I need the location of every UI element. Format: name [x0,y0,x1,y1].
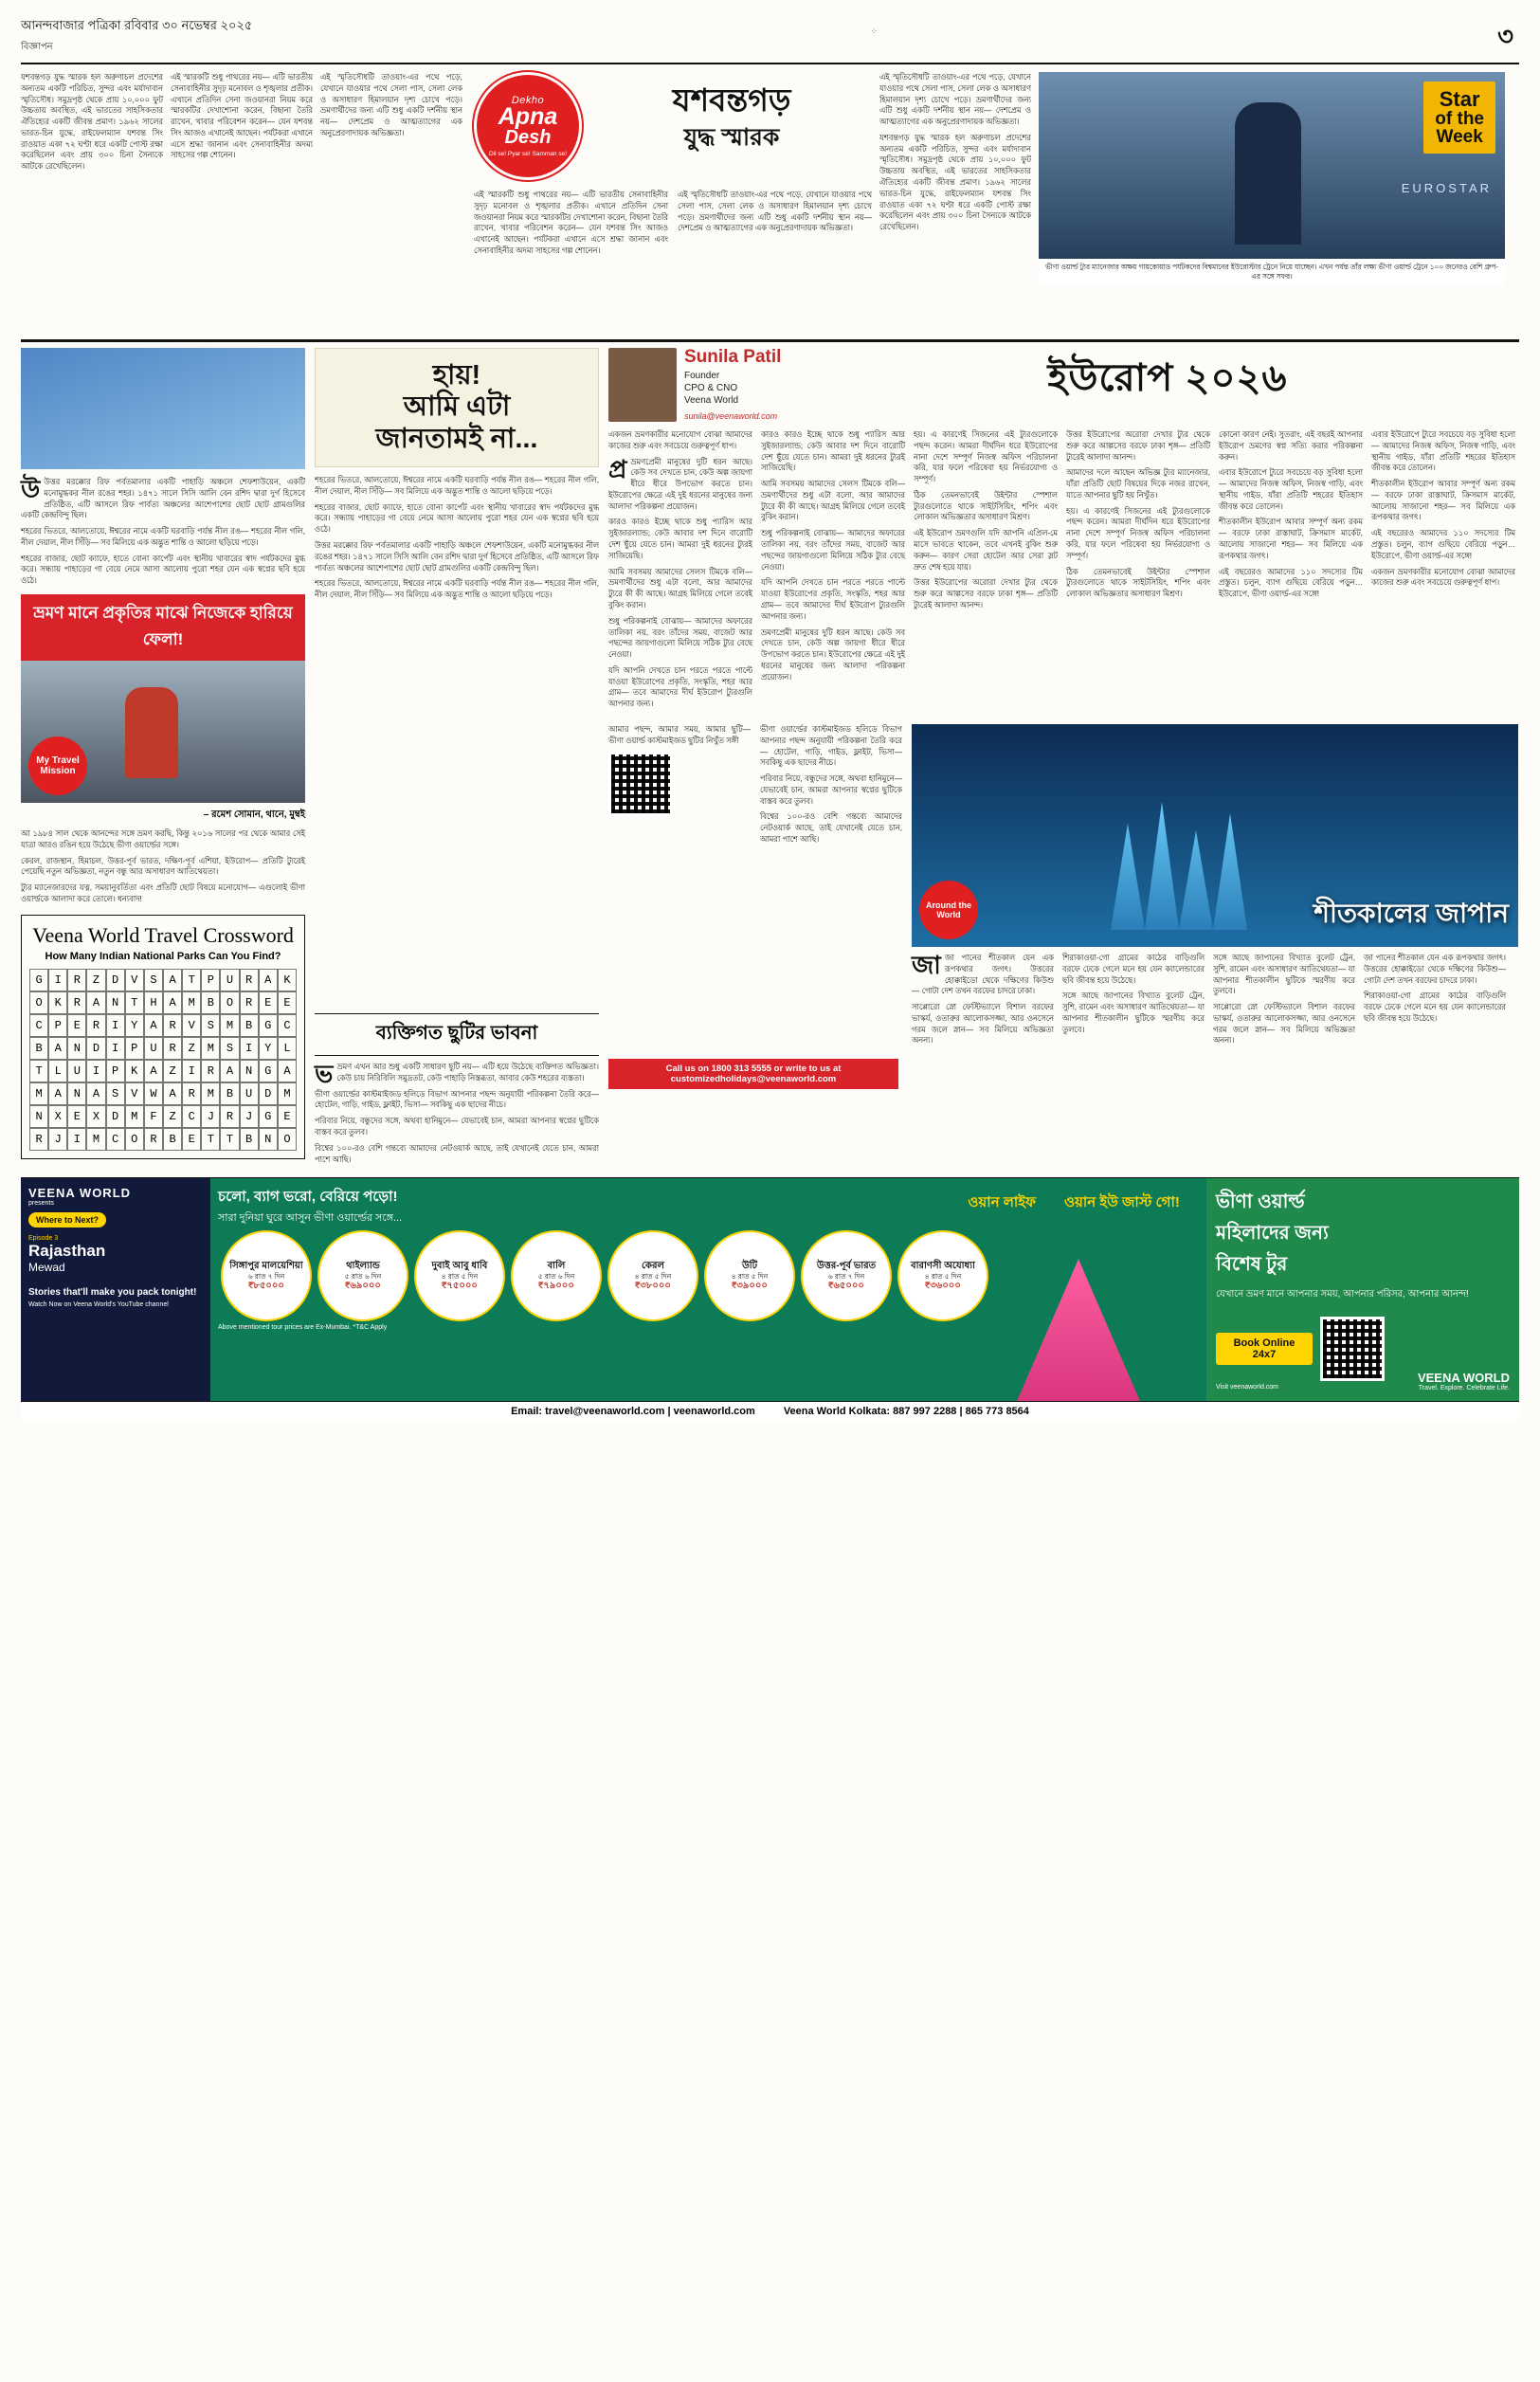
lead-section [21,72,1519,332]
star-col-text: এই স্মৃতিসৌধটি তাওয়াং-এর পথে পড়ে, যেখানে যাওয়ার পথে সেলা পাস, সেলা লেক ও অসাধারণ হিমালয়ান দৃশ্য চোখে পড়ে। ভ্রমণার্থীদের জন্য এটি শুধু একটি দর্শনীয় স্থান নয়— দেশপ্রেম ও আত্মত্যাগের এক অনুপ্রেরণাদায়ক অভিজ্ঞতা। যশবন্তগড় যুদ্ধ স্মারক হল অরুণাচল প্রদেশের অন্যতম একটি পরিচিত, সুন্দর এবং মর্যাদাবান স্মৃতিসৌধ। সমুদ্রপৃষ্ঠ থেকে প্রায় ১০,০০০ ফুট উচ্চতায় অবস্থিত, এই ভারতের সাহসিকতার ঐতিহ্যের একটি জীবন্ত প্রমাণ। ১৯৬২ সালের ভারত-চিন যুদ্ধে, রাইফেলম্যান যশবন্ত সিং রাওয়াত একা ৭২ ঘণ্টা ধরে একটি পোস্ট রক্ষা করেছিলেন এবং প্রায় ৩০০ চিনা সৈন্যকে আটকে রেখেছিলেন। [879,72,1031,232]
crossword-cell[interactable]: R [29,1128,48,1151]
crossword-cell[interactable]: I [240,1037,259,1060]
crossword-cell[interactable]: P [125,1037,144,1060]
crossword-cell[interactable]: J [48,1128,67,1151]
ad-head-2: সারা দুনিয়া ঘুরে আসুন ভীণা ওয়ার্ল্ডের সঙ্গে... [218,1212,403,1225]
star-photo-caption: ভীণা ওয়ার্ল্ড ট্যুর ম্যানেজার অক্ষয় গায়কোয়াড পর্যটকদের বিশ্বমানের ইউরোস্টার ট্রেনে নিয়ে যাচ্ছেন। এখন পর্যন্ত তাঁর লক্ষ্য ভীণা ওয়ার্ল্ড ট্রেনে ১০০ জনেরও বেশি গ্রুপ-এর সঙ্গে সফর। [1039,259,1505,285]
japan-col-3: সঙ্গে আছে জাপানের বিখ্যাত বুলেট ট্রেন, সুশি, রামেন এবং অসাধারণ আতিথেয়তা— যা আপনার শীতকালীন ছুটিকে স্মরণীয় করে তুলবে। সাপ্পোরো স্নো ফেস্টিভ্যালে বিশাল বরফের ভাস্কর্য, ওতারুর আলোকসজ্জা, আর ওনসেনে গরম জলে স্নান— সব মিলিয়ে অভিজ্ঞতা অনন্য। [1213,952,1355,1046]
hay-title-box [315,348,599,467]
star-badge-line-1: Star [1439,87,1480,111]
tour-nights: ৪ রাত ৫ দিন [924,1271,962,1281]
tour-name: বালি [547,1260,566,1271]
crossword-cell[interactable]: T [220,1128,239,1151]
tour-price-badge[interactable] [897,1230,988,1321]
personal-qr-block [608,724,751,1051]
crossword-cell[interactable]: O [29,991,48,1014]
crossword-cell[interactable]: R [67,991,86,1014]
crossword-cell[interactable]: A [144,1014,163,1037]
hay-continued: শহরের ভিতরে, আলতোয়ে, ঈশ্বরের নামে একটি ঘরবাড়ি পর্যন্ত নীল রঙ— শহরের নীল গলি, নীল দেয়াল, নীল সিঁড়ি— সব মিলিয়ে এক অদ্ভুত শান্তি ও আলো ছড়িয়ে পড়ে। শহরের বাজার, ছোট ক্যাফে, হাতে বোনা কার্পেট এবং স্থানীয় খাবারের স্বাদ পর্যটকদের মুগ্ধ করে। সন্ধ্যায় পাহাড়ের গা বেয়ে নেমে আসা আলোয় পুরো শহর যেন এক স্বপ্নের ছবি হয়ে ওঠে। উত্তর মরক্কোর রিফ পর্বতমালার একটি পাহাড়ি অঞ্চলে শেফশাউয়েন, একটি মনোমুগ্ধকর নীল রঙের শহর। ১৪৭১ সালে সিসি আলি বেন রশিদ দ্বারা দুর্গ হিসেবে প্রতিষ্ঠিত, এটি আসলে রিফ পার্বত্য অঞ্চলের আশেপাশের ছোট ছোট গ্রামগুলির একটি কেন্দ্রবিন্দু ছিল। শহরের ভিতরে, আলতোয়ে, ঈশ্বরের নামে একটি ঘরবাড়ি পর্যন্ত নীল রঙ— শহরের নীল গলি, নীল দেয়াল, নীল সিঁড়ি— সব মিলিয়ে এক অদ্ভুত শান্তি ও আলো ছড়িয়ে পড়ে। [315,475,599,600]
one-life-text: ওয়ান লাইফ [968,1194,1036,1211]
crossword-cell[interactable]: R [144,1128,163,1151]
lead-col-2: এই স্মারকটি শুধু পাথরের নয়— এটি ভারতীয় সেনাবাহিনীর সুদৃঢ় মনোবল ও শৃঙ্খলার প্রতীক। এখানে প্রতিদিন সেনা জওয়ানরা নিয়ম করে স্মারকটির দেখাশোনা করেন, বিছানা তৈরি রাখেন, খাবার পরিবেশন করেন— যেন যশবন্ত সিং আজও এখানেই আছেন। পর্যটকরা এখানে এসে শ্রদ্ধা জানান এবং সেনাবাহিনীর অদম্য সাহসের গল্প শোনেন। [171,72,313,160]
crossword-cell[interactable]: G [29,969,48,991]
lead-continuation: এই স্মারকটি শুধু পাথরের নয়— এটি ভারতীয় সেনাবাহিনীর সুদৃঢ় মনোবল ও শৃঙ্খলার প্রতীক। এখানে প্রতিদিন সেনা জওয়ানরা নিয়ম করে স্মারকটির দেখাশোনা করেন, বিছানা তৈরি রাখেন, খাবার পরিবেশন করেন— যেন যশবন্ত সিং আজও এখানেই আছেন। পর্যটকরা এখানে এসে শ্রদ্ধা জানান এবং সেনাবাহিনীর অদম্য সাহসের গল্প শোনেন। এই স্মৃতিসৌধটি তাওয়াং-এর পথে পড়ে, যেখানে যাওয়ার পথে সেলা পাস, সেলা লেক ও অসাধারণ হিমালয়ান দৃশ্য চোখে পড়ে। ভ্রমণার্থীদের জন্য এটি শুধু একটি দর্শনীয় স্থান নয়— দেশপ্রেম ও আত্মত্যাগের এক অনুপ্রেরণাদায়ক অভিজ্ঞতা। [474,190,872,255]
crossword-cell[interactable]: T [182,969,201,991]
bottom-advertisement [21,1177,1519,1401]
crossword-cell[interactable]: B [240,1128,259,1151]
tour-price-badge[interactable] [704,1230,795,1321]
crossword-cell[interactable]: A [220,1060,239,1082]
page-subheadline: যুদ্ধ স্মারক [683,123,780,151]
crossword-cell[interactable]: N [67,1082,86,1105]
ad-panel-tours [210,1178,1206,1401]
crossword-cell[interactable]: Y [125,1014,144,1037]
author-photo [608,348,677,422]
crossword-cell[interactable]: A [86,1082,105,1105]
one-you-text: ওয়ান ইউ জাস্ট গো! [1064,1194,1180,1211]
tour-nights: ৬ রাত ৭ দিন [827,1271,865,1281]
masthead-dots: ⁘ [870,27,879,36]
my-travel-mission-badge: My Travel Mission [28,736,87,795]
crossword-cell[interactable]: L [48,1060,67,1082]
europe-col-5: কোনো কারণ নেই। সুতরাং, এই বছরই আপনার ইউরোপ ভ্রমণের স্বপ্ন সত্যি করার পরিকল্পনা করুন। এবার ইউরোপে ট্যুরে সবচেয়ে বড় সুবিধা হলো— আমাদের নিজস্ব অফিস, নিজস্ব গাড়ি, এবং স্থানীয় গাইড, যাঁরা প্রতিটি শহরের ইতিহাস জীবন্ত করে তোলেন। শীতকালীন ইউরোপ আবার সম্পূর্ণ অন্য রকম— বরফে ঢাকা রাস্তাঘাট, ক্রিসমাস মার্কেট, আলোয় সাজানো শহর— সব মিলিয়ে এক রূপকথার জগৎ। এই বছরেরও আমাদের ১১০ সদস্যের টিম প্রস্তুত। চলুন, ব্যাগ গুছিয়ে বেরিয়ে পড়ুন… ইউরোপে, ভীণা ওয়ার্ল্ড-এর সঙ্গে! [1219,429,1363,599]
europe-col-6: এবার ইউরোপে ট্যুরে সবচেয়ে বড় সুবিধা হলো— আমাদের নিজস্ব অফিস, নিজস্ব গাড়ি, এবং স্থানীয় গাইড, যাঁরা প্রতিটি শহরের ইতিহাস জীবন্ত করে তোলেন। শীতকালীন ইউরোপ আবার সম্পূর্ণ অন্য রকম— বরফে ঢাকা রাস্তাঘাট, ক্রিসমাস মার্কেট, আলোয় সাজানো শহর— সব মিলিয়ে এক রূপকথার জগৎ। এই বছরেরও আমাদের ১১০ সদস্যের টিম প্রস্তুত। চলুন, ব্যাগ গুছিয়ে বেরিয়ে পড়ুন… ইউরোপে, ভীণা ওয়ার্ল্ড-এর সঙ্গে! একজন ভ্রমণকারীর মনোযোগ বোঝা আমাদের কাজের শুরু এবং সবচেয়ে গুরুত্বপূর্ণ ধাপ। [1371,429,1515,588]
tour-price: ₹৮৫০০০ [248,1280,284,1291]
crossword-cell[interactable]: B [163,1128,182,1151]
lead-col-1: যশবন্তগড় যুদ্ধ স্মারক হল অরুণাচল প্রদেশের অন্যতম একটি পরিচিত, সুন্দর এবং মর্যাদাবান স্মৃতিসৌধ। সমুদ্রপৃষ্ঠ থেকে প্রায় ১০,০০০ ফুট উচ্চতায় অবস্থিত, এই ভারতের সাহসিকতার ঐতিহ্যের একটি জীবন্ত প্রমাণ। ১৯৬২ সালের ভারত-চিন যুদ্ধে, রাইফেলম্যান যশবন্ত সিং রাওয়াত একা ৭২ ঘণ্টা ধরে একটি পোস্ট রক্ষা করেছিলেন এবং প্রায় ৩০০ চিনা সৈন্যকে আটকে রেখেছিলেন। [21,72,163,172]
europe-col-1: একজন ভ্রমণকারীর মনোযোগ বোঝা আমাদের কাজের শুরু এবং সবচেয়ে গুরুত্বপূর্ণ ধাপ। প্র ভ্রমণপ্রেমী মানুষের দুটি ধরন আছে। কেউ সব দেখতে চান, কেউ অল্প জায়গা ধীরে ধীরে উপভোগ করতে চান। ইউরোপের ক্ষেত্রে এই দুই ধরনের মানুষের জন্য আলাদা পরিকল্পনা প্রয়োজন। কারও কারও ইচ্ছে থাকে শুধু প্যারিস আর সুইজারল্যান্ড; কেউ আবার দশ দিনে বারোটি দেশ ছুঁয়ে যেতে চান। আমরা দুই ধরনের ট্যুরই সাজিয়েছি। আমি সবসময় আমাদের সেলস টিমকে বলি— ভ্রমণার্থীদের শুধু এটা বলো, আর আমাদের ট্যুরে কী কী আছে। আগ্রহ মিলিয়ে গেলে তবেই বুকিং করান। শুধু পরিকল্পনাই বোঝায়— আমাদের অফারের তালিকা নয়, বরং তাঁদের সময়, বাজেট আর পছন্দের জায়গাগুলো মিলিয়ে সঠিক ট্যুর বেছে নেওয়া। যদি আপনি দেখতে চান পরতে পরতে পাল্টে যাওয়া ইউরোপের প্রকৃতি, সংস্কৃতি, শহর আর গ্রাম— তবে আমাদের দীর্ঘ ইউরোপ ট্যুরগুলি আপনার জন্য। [608,429,752,709]
europe-title-wrap [817,348,1518,411]
tour-price-badge[interactable] [317,1230,408,1321]
crossword-cell[interactable]: R [240,969,259,991]
crossword-cell[interactable]: Z [163,1105,182,1128]
crossword-cell[interactable]: B [201,991,220,1014]
crossword-cell[interactable]: R [182,1082,201,1105]
episode-name: Rajasthan [28,1242,106,1261]
crossword-cell[interactable]: Z [163,1060,182,1082]
author-name: Sunila Patil [684,347,782,367]
crossword-cell[interactable]: V [125,1082,144,1105]
episode-label: Episode 3 [28,1235,59,1243]
crossword-cell[interactable]: I [182,1060,201,1082]
tour-price: ₹৭৯০০০ [538,1280,574,1291]
crossword-cell[interactable]: G [259,1014,278,1037]
crossword-cell[interactable]: R [163,1037,182,1060]
personal-extra-col: ভীণা ওয়ার্ল্ডের কাস্টমাইজড হলিডে বিভাগ আপনার পছন্দ অনুযায়ী পরিকল্পনা তৈরি করে— হোটেল, গাড়ি, গাইড, ফ্লাইট, ভিসা— সবকিছু এক ছাদের নীচে। পরিবার নিয়ে, বন্ধুদের সঙ্গে, অথবা হানিমুনে— যেভাবেই চান, আমরা আপনার স্বপ্নের ছুটিকে বাস্তব করে তুলব। বিশ্বের ১০০-রও বেশি গন্তব্যে আমাদের নেটওয়ার্ক আছে, তাই যেখানেই যেতে চান, আমরা পাশে আছি। [760,723,902,844]
crossword-cell[interactable]: I [106,1014,125,1037]
crossword-subtitle: How Many Indian National Parks Can You Find? [45,950,281,962]
crossword-cell[interactable]: M [278,1082,297,1105]
europe-column [608,348,1518,1170]
ad-panel-youtube[interactable] [21,1178,210,1401]
crossword-cell[interactable]: T [125,991,144,1014]
star-of-week-photo [1039,72,1505,285]
women-tagline: যেখানে ভ্রমণ মানে আপনার সময়, আপনার পরিসর, আপনার আনন্দ! [1216,1289,1469,1300]
tour-price: ₹৩৮০০০ [635,1280,671,1291]
ad-panel-women-tours [1206,1178,1519,1401]
tour-price: ₹৬৫০০০ [828,1280,864,1291]
hay-column [21,348,305,1170]
tour-price-badge[interactable] [801,1230,892,1321]
ad-phone: Veena World Kolkata: 887 997 2288 | 865 773 8564 [783,1406,1029,1418]
crossword-cell[interactable]: V [182,1014,201,1037]
hay-body: উউত্তর মরক্কোর রিফ পর্বতমালার একটি পাহাড়ি অঞ্চলে শেফশাউয়েন, একটি মনোমুগ্ধকর নীল রঙের শহর। ১৪৭১ সালে সিসি আলি বেন রশিদ দ্বারা দুর্গ হিসেবে প্রতিষ্ঠিত, এটি আসলে রিফ পার্বত্য অঞ্চলের আশেপাশের ছোট ছোট গ্রামগুলির একটি কেন্দ্রবিন্দু ছিল। শহরের ভিতরে, আলতোয়ে, ঈশ্বরের নামে একটি ঘরবাড়ি পর্যন্ত নীল রঙ— শহরের নীল গলি, নীল দেয়াল, নীল সিঁড়ি— সব মিলিয়ে এক অদ্ভুত শান্তি ও আলো ছড়িয়ে পড়ে। শহরের বাজার, ছোট ক্যাফে, হাতে বোনা কার্পেট এবং স্থানীয় খাবারের স্বাদ পর্যটকদের মুগ্ধ করে। সন্ধ্যায় পাহাড়ের গা বেয়ে নেমে আসা আলোয় পুরো শহর যেন এক স্বপ্নের ছবি হয়ে ওঠে। [21,475,305,586]
crossword-cell[interactable]: A [144,1060,163,1082]
hay-dropcap: উ [21,475,41,503]
crossword-cell[interactable]: W [144,1082,163,1105]
lead-headline-block [474,72,872,332]
crossword-cell[interactable]: X [48,1105,67,1128]
europe-col-2: কারও কারও ইচ্ছে থাকে শুধু প্যারিস আর সুইজারল্যান্ড; কেউ আবার দশ দিনে বারোটি দেশ ছুঁয়ে যেতে চান। আমরা দুই ধরনের ট্যুরই সাজিয়েছি। আমি সবসময় আমাদের সেলস টিমকে বলি— ভ্রমণার্থীদের শুধু এটা বলো, আর আমাদের ট্যুরে কী কী আছে। আগ্রহ মিলিয়ে গেলে তবেই বুকিং করান। শুধু পরিকল্পনাই বোঝায়— আমাদের অফারের তালিকা নয়, বরং তাঁদের সময়, বাজেট আর পছন্দের জায়গাগুলো মিলিয়ে সঠিক ট্যুর বেছে নেওয়া। যদি আপনি দেখতে চান পরতে পরতে পাল্টে যাওয়া ইউরোপের প্রকৃতি, সংস্কৃতি, শহর আর গ্রাম— তবে আমাদের দীর্ঘ ইউরোপ ট্যুরগুলি আপনার জন্য। ভ্রমণপ্রেমী মানুষের দুটি ধরন আছে। কেউ সব দেখতে চান, কেউ অল্প জায়গা ধীরে ধীরে উপভোগ করতে চান। ইউরোপের ক্ষেত্রে এই দুই ধরনের মানুষের জন্য আলাদা পরিকল্পনা প্রয়োজন। [761,429,905,682]
ad-qr-code[interactable] [1320,1317,1385,1381]
women-head-2: বিশেষ টুর [1216,1254,1288,1276]
crossword-cell[interactable]: E [67,1105,86,1128]
crossword-cell[interactable]: D [106,969,125,991]
masthead [21,17,1519,64]
stories-tagline: Stories that'll make you pack tonight! [28,1287,197,1299]
crossword-cell[interactable]: A [48,1037,67,1060]
lead-col-3: এই স্মৃতিসৌধটি তাওয়াং-এর পথে পড়ে, যেখানে যাওয়ার পথে সেলা পাস, সেলা লেক ও অসাধারণ হিমালয়ান দৃশ্য চোখে পড়ে। ভ্রমণার্থীদের জন্য এটি শুধু একটি দর্শনীয় স্থান নয়— দেশপ্রেম ও আত্মত্যাগের এক অনুপ্রেরণাদায়ক অভিজ্ঞতা। [320,72,462,137]
hay-title-line-3: জানতামই না... [375,423,538,454]
crossword-cell[interactable]: M [125,1105,144,1128]
crossword-cell[interactable]: I [48,969,67,991]
ad-presents: presents [28,1200,54,1208]
mission-byline: – রমেশ সোমান, থানে, মুম্বই [203,809,305,821]
personal-holiday-body: ভভ্রমণ এখন আর শুধু একটি সাধারণ ছুটি নয়— এটি হয়ে উঠেছে ব্যক্তিগত অভিজ্ঞতা। কেউ চায় নিরিবিলি সমুদ্রতট, কেউ পাহাড়ি নিস্তব্ধতা, আবার কেউ শহরের ব্যস্ততা। ভীণা ওয়ার্ল্ডের কাস্টমাইজড হলিডে বিভাগ আপনার পছন্দ অনুযায়ী পরিকল্পনা তৈরি করে— হোটেল, গাড়ি, গাইড, ফ্লাইট, ভিসা— সবকিছু এক ছাদের নীচে। পরিবার নিয়ে, বন্ধুদের সঙ্গে, অথবা হানিমুনে— যেভাবেই চান, আমরা আপনার স্বপ্নের ছুটিকে বাস্তব করে তুলব। বিশ্বের ১০০-রও বেশি গন্তব্যে আমাদের নেটওয়ার্ক আছে, তাই যেখানেই যেতে চান, আমরা পাশে আছি। [315,1060,599,1164]
tour-price-badge[interactable] [511,1230,602,1321]
roundel-line-2: Apna [498,103,558,131]
crossword-cell[interactable]: R [240,991,259,1014]
crossword-cell[interactable]: K [278,969,297,991]
crossword-cell[interactable]: R [220,1105,239,1128]
veena-world-logo: VEENA WORLD [1417,1371,1510,1386]
crossword-cell[interactable]: S [144,969,163,991]
crossword-cell[interactable]: P [106,1060,125,1082]
crossword-cell[interactable]: D [106,1105,125,1128]
crossword-cell[interactable]: Z [182,1037,201,1060]
crossword-cell[interactable]: E [182,1128,201,1151]
crossword-cell[interactable]: O [125,1128,144,1151]
tour-price-badge[interactable] [221,1230,312,1321]
crossword-cell[interactable]: E [278,1105,297,1128]
personal-dropcap: ভ [315,1060,334,1089]
hay-title-column [315,348,599,1170]
europe-col-3: হয়। এ কারণেই সিজনের এই ট্যুরগুলোকে পছন্দ করেন। আমরা দীর্ঘদিন ধরে ইউরোপের নানা দেশে সম্পূর্ণ নিজস্ব অফিস পরিচালনা করি, যার ফলে পরিষেবা হয় নির্ভরযোগ্য ও সম্পূর্ণ। ঠিক তেমনভাবেই উইন্টার স্পেশাল ট্যুরগুলোতে থাকে সাইটসিয়িং, শপিং এবং লোকাল অভিজ্ঞতার অসাধারণ মিশ্রণ। এই ইউরোপ ভ্রমণগুলি যদি আপনি এপ্রিল-মে মাসে ভাবতে থাকেন, তবে এখনই বুকিং শুরু করুন— কারণ সেরা হোটেল আর সেরা স্লট দ্রুত শেষ হয়ে যায়। উত্তর ইউরোপের অরোরা দেখার ট্যুর থেকে শুরু করে আল্পসের বরফে ঢাকা শৃঙ্গ— প্রতিটি ট্যুরেই আলাদা আনন্দ। [914,429,1058,609]
author-email[interactable]: sunila@veenaworld.com [684,410,778,421]
crossword-cell[interactable]: J [201,1105,220,1128]
crossword-cell[interactable]: I [67,1128,86,1151]
veena-world-logo-tagline: Travel. Explore. Celebrate Life. [1418,1385,1510,1392]
crossword-cell[interactable]: V [125,969,144,991]
crossword-cell[interactable]: M [182,991,201,1014]
crossword-cell[interactable]: I [106,1037,125,1060]
chefchaouen-photo [21,348,305,469]
crossword-cell[interactable]: M [201,1082,220,1105]
crossword-widget[interactable] [21,915,305,1159]
hay-title-line-1: হায়! [432,360,481,391]
crossword-cell[interactable]: H [144,991,163,1014]
tour-nights: ৬ রাত ৭ দিন [247,1271,285,1281]
crossword-cell[interactable]: A [163,1082,182,1105]
japan-dropcap: জা [912,950,941,979]
crossword-cell[interactable]: G [259,1060,278,1082]
crossword-cell[interactable]: N [67,1037,86,1060]
eurostar-brand: EUROSTAR [1401,181,1492,195]
photo-person [1235,102,1301,245]
tour-nights: ৪ রাত ৫ দিন [441,1271,479,1281]
tour-price: ₹৩৯০০০ [732,1280,768,1291]
crossword-cell[interactable]: C [29,1014,48,1037]
crossword-cell[interactable]: S [106,1082,125,1105]
crossword-cell[interactable]: P [48,1014,67,1037]
japan-block [912,724,1518,1051]
crossword-cell[interactable]: M [201,1037,220,1060]
japan-title: শীতকালের জাপান [1314,898,1509,928]
ad-email[interactable]: Email: travel@veenaworld.com | veenaworld.com [511,1406,755,1418]
japan-photo [912,724,1518,947]
author-box [608,348,807,422]
crossword-cell[interactable]: E [67,1014,86,1037]
tour-name: সিঙ্গাপুর মালয়েশিয়া [229,1260,303,1271]
crossword-cell[interactable]: U [144,1037,163,1060]
crossword-cell[interactable]: A [163,991,182,1014]
women-head-1: মহিলাদের জন্য [1216,1223,1329,1245]
crossword-cell[interactable]: M [29,1082,48,1105]
crossword-cell[interactable]: A [259,969,278,991]
crossword-cell[interactable]: B [220,1082,239,1105]
page-headline: যশবন্তগড় [672,82,791,118]
tour-nights: ৪ রাত ৫ দিন [634,1271,672,1281]
lead-text-columns [21,72,466,332]
episode-region: Mewad [28,1261,65,1275]
women-brand: ভীণা ওয়ার্ল্ড [1216,1191,1305,1213]
crossword-cell[interactable]: M [86,1128,105,1151]
star-badge-line-3: Week [1436,127,1483,147]
crossword-grid[interactable] [29,969,297,1151]
crossword-cell[interactable]: X [86,1105,105,1128]
europe-dropcap: প্র [608,454,627,483]
author-role-3: Veena World [684,394,739,406]
japan-col-4: জা পানের শীতকাল যেন এক রূপকথার জগৎ। উত্তরের হোক্কাইডো থেকে দক্ষিণের কিউশু— গোটা দেশ তখন বরফের চাদরে ঢাকা। শিরাকাওয়া-গো গ্রামের কাঠের বাড়িগুলি বরফে ঢেকে গেলে মনে হয় যেন ক্যালেন্ডারের ছবি জীবন্ত হয়ে উঠেছে। [1364,952,1506,1023]
crossword-cell[interactable]: E [259,991,278,1014]
crossword-cell[interactable]: A [278,1060,297,1082]
tour-name: কেরল [641,1260,664,1271]
crossword-cell[interactable]: O [220,991,239,1014]
japan-text-columns [912,950,1518,1051]
section-divider-1 [21,339,1519,342]
crossword-cell[interactable]: G [259,1105,278,1128]
crossword-cell[interactable]: N [240,1060,259,1082]
visit-site-text: Visit veenaworld.com [1216,1384,1279,1391]
mission-body: আ ১৯৮৪ সাল থেকে আনন্দের সঙ্গে ভ্রমণ করছি, কিন্তু ২০১৬ সালের পর থেকে আমার সেই যাত্রা আরও রঙিন হয়ে উঠেছে ভীণা ওয়ার্ল্ডের সঙ্গে। কেরল, রাজস্থান, হিমাচল, উত্তর-পূর্ব ভারত, দক্ষিণ-পূর্ব এশিয়া, ইউরোপ— প্রতিটি ট্যুরেই পেয়েছি নতুন অভিজ্ঞতা, নতুন বন্ধু আর অসাধারণ আতিথেয়তা। ট্যুর ম্যানেজারদের যত্ন, সময়ানুবর্তিতা এবং প্রতিটি ছোট বিষয়ে মনোযোগ— এগুলোই ভীণা ওয়ার্ল্ডকে আলাদা করে তোলে। ধন্যবাদ! [21,828,305,903]
crossword-cell[interactable]: D [259,1082,278,1105]
tour-price: ₹৬৯০০০ [345,1280,381,1291]
crossword-cell[interactable]: A [163,969,182,991]
star-badge-line-2: of the [1435,109,1484,129]
ad-contact-bar [21,1401,1519,1421]
masthead-left [21,17,252,56]
japan-col-2: শিরাকাওয়া-গো গ্রামের কাঠের বাড়িগুলি বরফে ঢেকে গেলে মনে হয় যেন ক্যালেন্ডারের ছবি জীবন্ত হয়ে উঠেছে। সঙ্গে আছে জাপানের বিখ্যাত বুলেট ট্রেন, সুশি, রামেন এবং অসাধারণ আতিথেয়তা— যা আপনার শীতকালীন ছুটিকে স্মরণীয় করে তুলবে। [1062,952,1205,1034]
ad-disclaimer: Above mentioned tour prices are Ex-Mumbai. *T&C Apply [218,1324,388,1332]
crossword-cell[interactable]: S [220,1037,239,1060]
where-to-next-button[interactable]: Where to Next? [28,1212,106,1227]
tour-name: থাইল্যান্ড [346,1260,380,1271]
crossword-title: Veena World Travel Crossword [32,922,294,947]
watch-now-text[interactable]: Watch Now on Veena World's YouTube channel [28,1301,169,1309]
tour-nights: ৪ রাত ৫ দিন [731,1271,769,1281]
ad-head-1: চলো, ব্যাগ ভরো, বেরিয়ে পড়ো! [218,1189,398,1206]
publication-line: আনন্দবাজার পত্রিকা রবিবার ৩০ নভেম্বর ২০২৫ [21,18,253,32]
europe-lower-block [608,724,1518,1051]
crossword-cell[interactable]: C [182,1105,201,1128]
tour-price-badge[interactable] [607,1230,698,1321]
crossword-cell[interactable]: L [278,1037,297,1060]
dekho-apna-desh-roundel [474,72,582,180]
qr-code[interactable] [608,752,673,816]
travel-mission-photo [21,661,305,803]
crossword-cell[interactable]: R [86,1014,105,1037]
tour-name: উত্তর-পূর্ব ভারত [816,1260,877,1271]
crossword-cell[interactable]: T [201,1128,220,1151]
travel-mission-banner: ভ্রমণ মানে প্রকৃতির মাঝে নিজেকে হারিয়ে ফেলা! [21,594,305,661]
crossword-cell[interactable]: D [86,1037,105,1060]
star-of-the-week-badge [1423,82,1495,154]
author-role-1: Founder [684,370,720,381]
ad-brand-1: VEENA WORLD [28,1186,132,1201]
crossword-cell[interactable]: O [278,1128,297,1151]
crossword-cell[interactable]: J [240,1105,259,1128]
hay-title-line-2: আমি এটা [403,391,511,423]
crossword-cell[interactable]: M [220,1014,239,1037]
tour-price: ₹৭৫০০০ [442,1280,478,1291]
roundel-tagline: Dil se! Pyar se! Samman se! [489,150,567,157]
crossword-cell[interactable]: F [144,1105,163,1128]
author-role-2: CPO & CNO [684,382,738,393]
page-number: ৩ [1497,22,1513,50]
crossword-cell[interactable]: S [201,1014,220,1037]
crossword-cell[interactable]: A [86,991,105,1014]
crossword-cell[interactable]: P [201,969,220,991]
crossword-cell[interactable]: U [220,969,239,991]
crossword-cell[interactable]: K [48,991,67,1014]
crossword-cell[interactable]: E [278,991,297,1014]
crossword-cell[interactable]: R [163,1014,182,1037]
tour-nights: ৫ রাত ৬ দিন [537,1271,575,1281]
tour-name: উটি [741,1260,758,1271]
tour-nights: ৫ রাত ৬ দিন [344,1271,382,1281]
personal-holiday-title: ব্যক্তিগত ছুটির ভাবনা [315,1013,599,1056]
crossword-cell[interactable]: I [86,1060,105,1082]
crossword-cell[interactable]: N [29,1105,48,1128]
book-online-button[interactable]: Book Online 24x7 [1216,1333,1313,1365]
tour-price-badges [218,1227,1199,1324]
tour-name: বারাণসী অযোধ্যা [911,1260,975,1271]
crossword-cell[interactable]: A [48,1082,67,1105]
mission-photo-person [125,687,178,778]
crossword-cell[interactable]: C [106,1128,125,1151]
europe-body-columns [608,429,1518,715]
crossword-cell[interactable]: K [125,1060,144,1082]
crossword-cell[interactable]: U [240,1082,259,1105]
around-the-world-badge: Around the World [919,881,978,939]
feature-section [21,348,1519,1170]
tour-name: দুবাই আবু ধাবি [431,1260,488,1271]
tour-price: ₹৩৬০০০ [925,1280,961,1291]
crossword-cell[interactable]: B [29,1037,48,1060]
crossword-cell[interactable]: Z [86,969,105,991]
tour-price-badge[interactable] [414,1230,505,1321]
crossword-cell[interactable]: C [278,1014,297,1037]
roundel-line-1: Dekho [511,95,545,107]
crossword-cell[interactable]: B [240,1014,259,1037]
japan-col-1: জাজা পানের শীতকাল যেন এক রূপকথার জগৎ। উত্তরের হোক্কাইডো থেকে দক্ষিণের কিউশু— গোটা দেশ তখন বরফের চাদরে ঢাকা। সাপ্পোরো স্নো ফেস্টিভ্যালে বিশাল বরফের ভাস্কর্য, ওতারুর আলোকসজ্জা, আর ওনসেনে গরম জলে স্নান— সব মিলিয়ে অভিজ্ঞতা অনন্য। [912,950,1054,1046]
personal-intro: আমার পছন্দ, আমার সময়, আমার ছুটি— ভীণা ওয়ার্ল্ড কাস্টমাইজড ছুটির নিখুঁত সঙ্গী [608,723,751,745]
crossword-cell[interactable]: R [201,1060,220,1082]
crossword-cell[interactable]: R [67,969,86,991]
crossword-cell[interactable]: U [67,1060,86,1082]
europe-col-4: উত্তর ইউরোপের অরোরা দেখার ট্যুর থেকে শুরু করে আল্পসের বরফে ঢাকা শৃঙ্গ— প্রতিটি ট্যুরেই আলাদা আনন্দ। আমাদের দলে আছেন অভিজ্ঞ ট্যুর ম্যানেজার, যাঁরা প্রতিটি ছোট বিষয়ের দিকে নজর রাখেন, যাতে আপনার ছুটি হয় নিখুঁত। হয়। এ কারণেই সিজনের এই ট্যুরগুলোকে পছন্দ করেন। আমরা দীর্ঘদিন ধরে ইউরোপের নানা দেশে সম্পূর্ণ নিজস্ব অফিস পরিচালনা করি, যার ফলে পরিষেবা হয় নির্ভরযোগ্য ও সম্পূর্ণ। ঠিক তেমনভাবেই উইন্টার স্পেশাল ট্যুরগুলোতে থাকে সাইটসিয়িং, শপিং এবং লোকাল অভিজ্ঞতার অসাধারণ মিশ্রণ। [1066,429,1210,599]
crossword-cell[interactable]: Y [259,1037,278,1060]
star-of-week-block [879,72,1505,332]
crossword-cell[interactable]: T [29,1060,48,1082]
crossword-cell[interactable]: N [106,991,125,1014]
roundel-line-3: Desh [504,126,552,148]
call-us-cta[interactable]: Call us on 1800 313 5555 or write to us at customizedholidays@veenaworld.com [608,1059,898,1089]
advertisement-label: বিজ্ঞাপন [21,42,53,52]
europe-title: ইউরোপ ২০২৬ [1047,357,1288,399]
crossword-cell[interactable]: N [259,1128,278,1151]
